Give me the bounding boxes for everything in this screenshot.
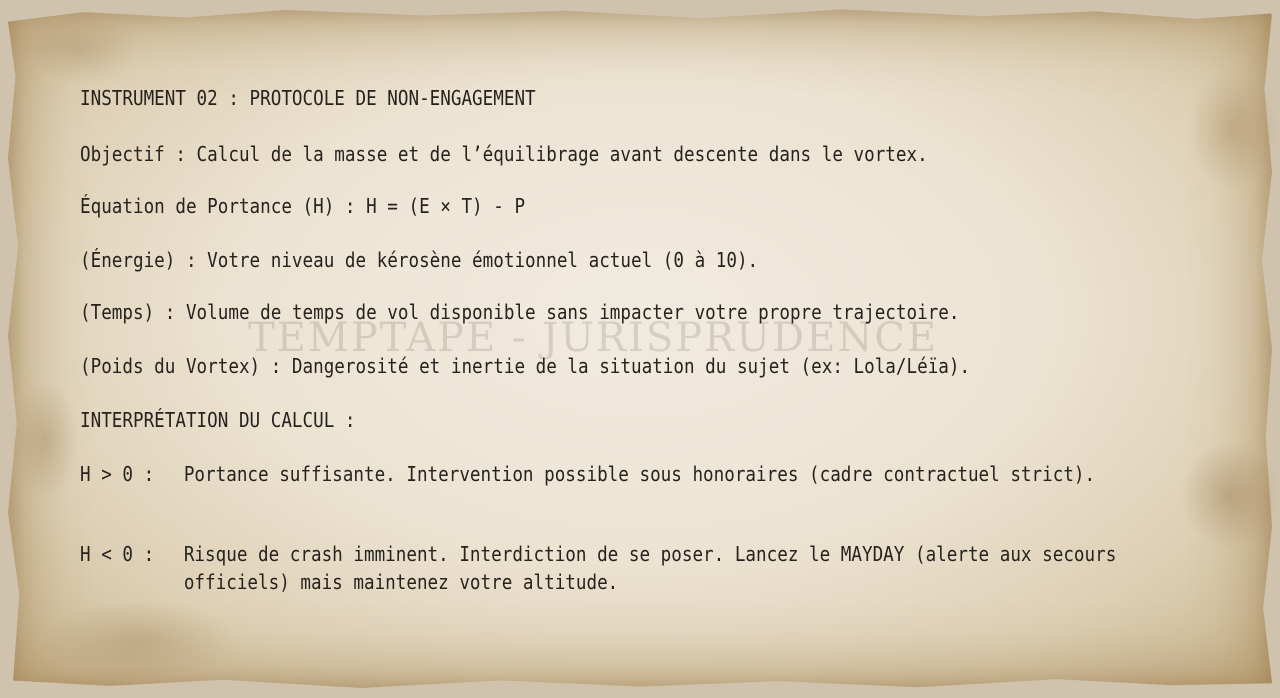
case-condition: H < 0 : (80, 542, 155, 566)
case-condition: H > 0 : (80, 462, 155, 486)
time-definition: (Temps) : Volume de temps de vol disponible sans impacter votre propre trajectoire. (80, 300, 960, 324)
document-heading: INSTRUMENT 02 : PROTOCOLE DE NON-ENGAGEMENT (80, 86, 536, 110)
equation-line: Équation de Portance (H) : H = (E × T) - P (80, 194, 526, 218)
case-text: Portance suffisante. Intervention possible sous honoraires (cadre contractuel strict). (183, 462, 1096, 486)
energy-definition: (Énergie) : Votre niveau de kérosène émotionnel actuel (0 à 10). (80, 248, 759, 272)
watermark-text: TEMPTAPE - JURISPRUDENCE (248, 315, 939, 361)
interpretation-heading: INTERPRÉTATION DU CALCUL : (80, 408, 356, 432)
case-text: Risque de crash imminent. Interdiction de se poser. Lancez le MAYDAY (alerte aux secours officiels) mais maintenez votre altitude. (183, 542, 1117, 594)
objective-line: Objectif : Calcul de la masse et de l’équilibrage avant descente dans le vortex. (80, 142, 928, 166)
weight-definition: (Poids du Vortex) : Dangerosité et inertie de la situation du sujet (ex: Lola/Léïa). (80, 354, 971, 378)
